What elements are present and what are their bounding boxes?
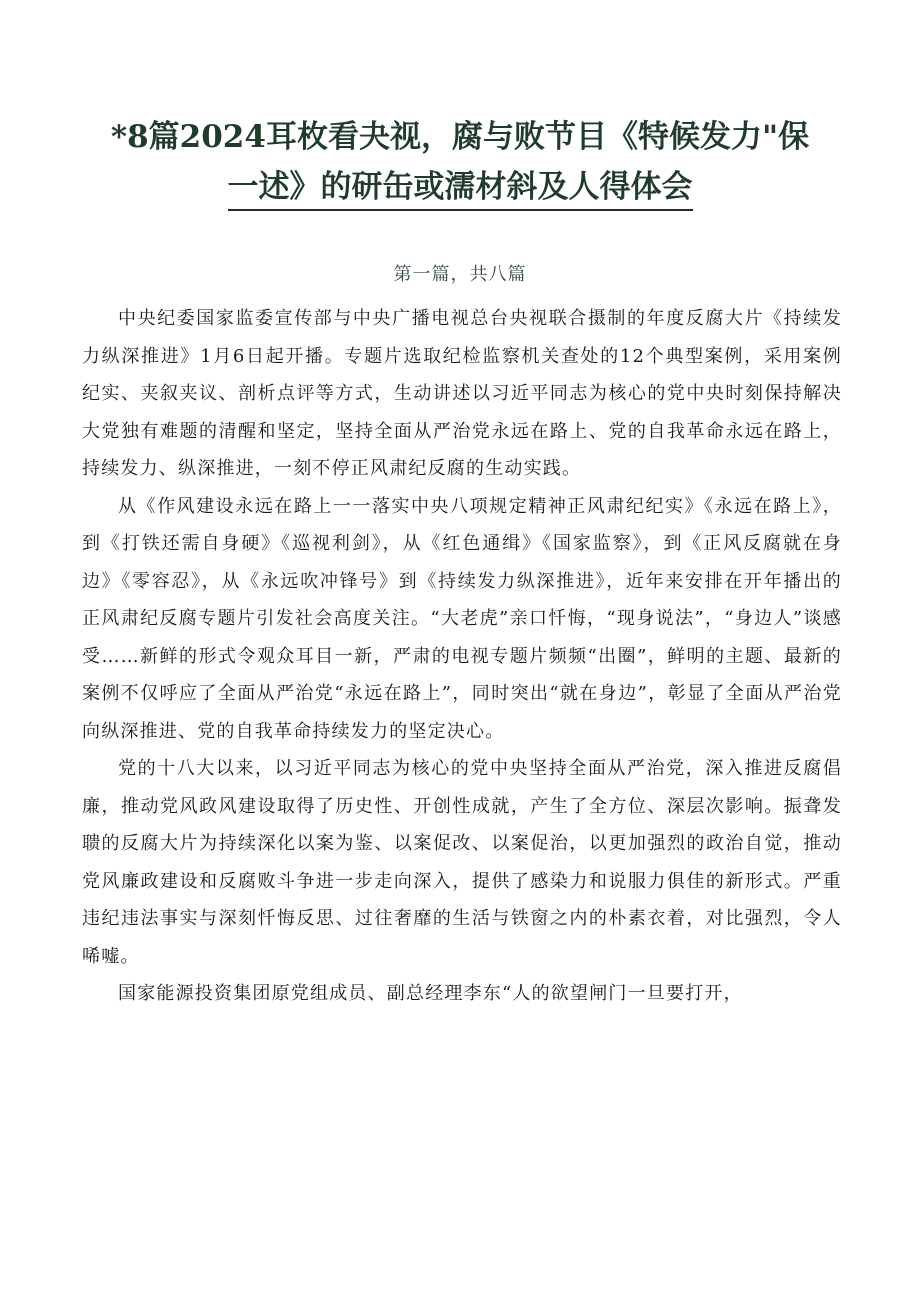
paragraph-3: 党的十八大以来，以习近平同志为核心的党中央坚持全面从严治党，深入推进反腐倡廉，推动党风政风建设取得了历史性、开创性成就，产生了全方位、深层次影响。振聋发聩的反腐大片为持续深化以案为鉴、以案促改、以案促治，以更加强烈的政治自觉，推动党风廉政建设和反腐败斗争进一步走向深入，提供了感染力和说服力俱佳的新形式。严重违纪违法事实与深刻忏悔反思、过往奢靡的生活与铁窗之内的朴素衣着，对比强烈，令人唏嘘。 bbox=[82, 758, 842, 967]
paragraph-2: 从《作风建设永远在路上一一落实中央八项规定精神正风肃纪纪实》《永远在路上》，到《打铁还需自身硬》《巡视利剑》，从《红色通缉》《国家监察》，到《正风反腐就在身边》《零容忍》，从《永远吹冲锋号》到《持续发力纵深推进》，近年来安排在开年播出的正风肃纪反腐专题片引发社会高度关注。“大老虎”亲口忏悔，“现身说法”，“身边人”谈感受……新鲜的形式令观众耳目一新，严肃的电视专题片频频“出圈”，鲜明的主题、最新的案例不仅呼应了全面从严治党“永远在路上”，同时突出“就在身边”，彰显了全面从严治党向纵深推进、党的自我革命持续发力的坚定决心。 bbox=[82, 495, 842, 742]
paragraph-4: 国家能源投资集团原党组成员、副总经理李东“人的欲望闸门一旦要打开， bbox=[118, 983, 743, 1004]
title-line-1: *8篇2024耳枚看夬视，腐与败节目《特候发力"保 bbox=[110, 119, 810, 155]
title-line-2: 一述》的研缶或濡材斜及人得体会 bbox=[228, 165, 693, 211]
section-heading: 第一篇，共八篇 bbox=[393, 264, 527, 285]
document-body bbox=[82, 300, 842, 1013]
document-title bbox=[70, 112, 850, 212]
paragraph-1: 中央纪委国家监委宣传部与中央广播电视总台央视联合摄制的年度反腐大片《持续发力纵深推进》1月6日起开播。专题片选取纪检监察机关查处的12个典型案例，采用案例纪实、夹叙夹议、剖析点评等方式，生动讲述以习近平同志为核心的党中央时刻保持解决大党独有难题的清醒和坚定，坚持全面从严治党永远在路上、党的自我革命永远在路上，持续发力、纵深推进，一刻不停正风肃纪反腐的生动实践。 bbox=[82, 308, 842, 479]
